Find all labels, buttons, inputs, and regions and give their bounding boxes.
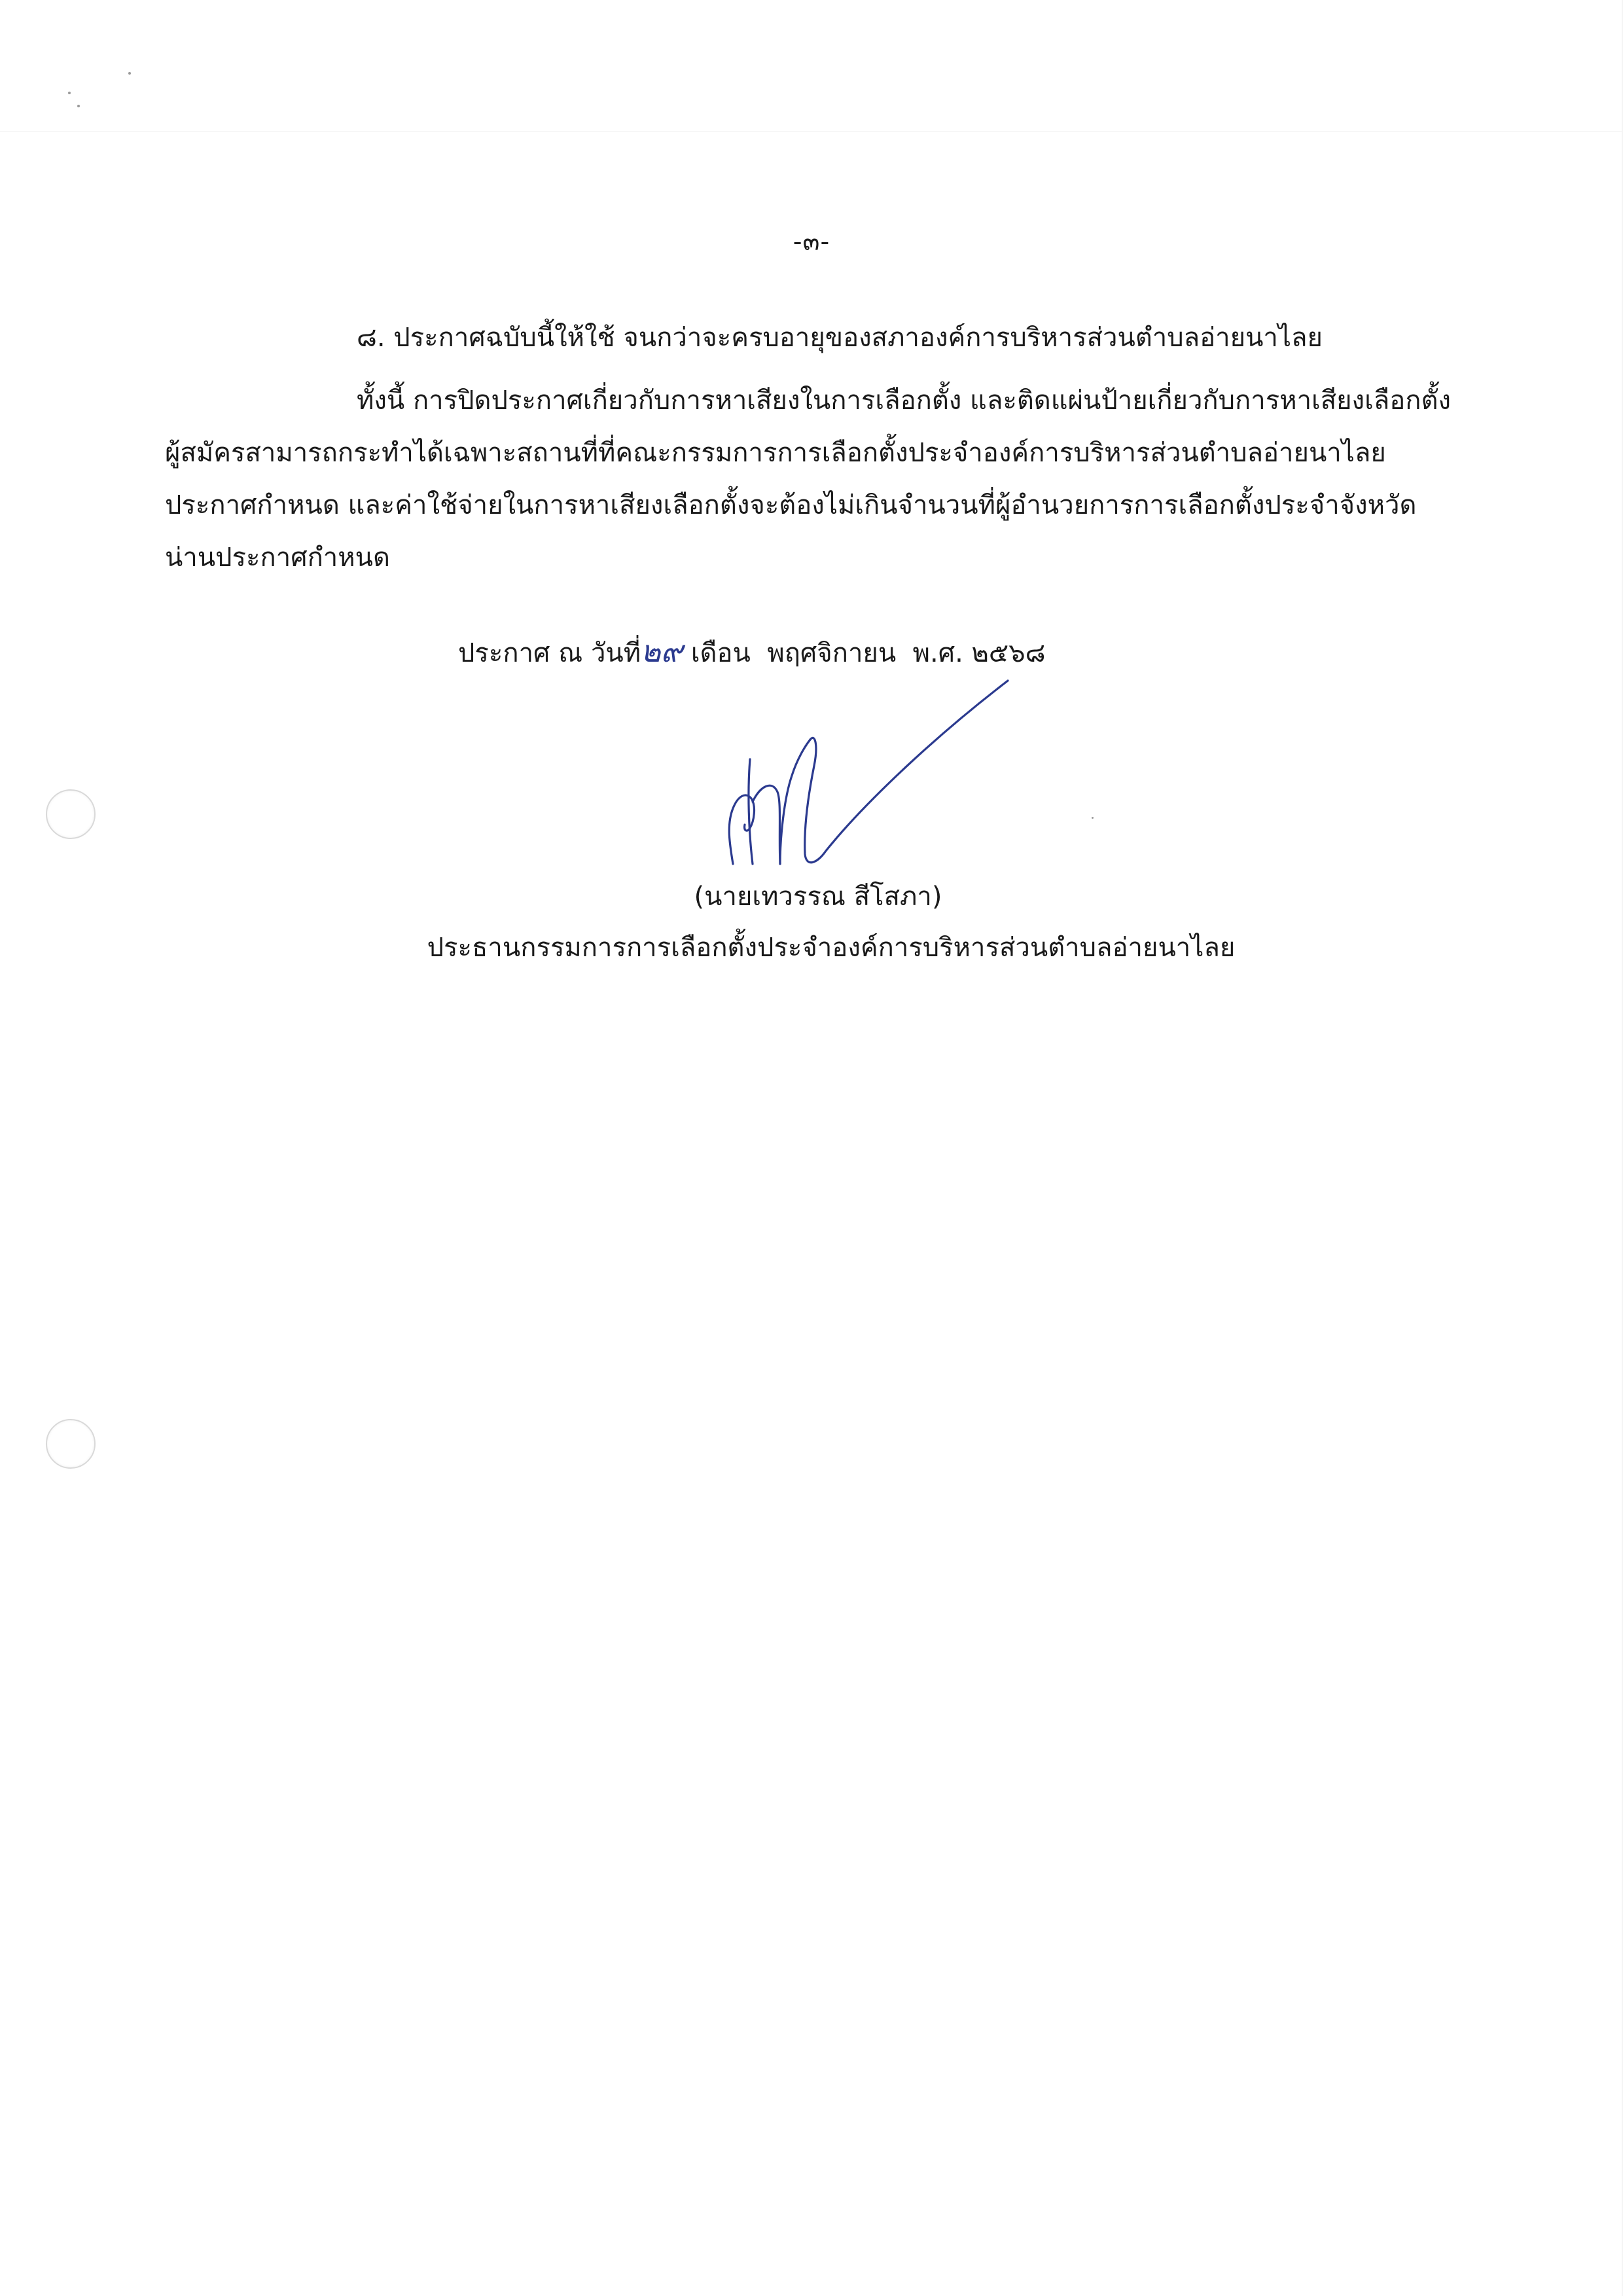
signer-name: (นายเทวรรณ สีโสภา) xyxy=(694,882,942,912)
scan-speck xyxy=(68,92,71,94)
date-month-label: เดือน xyxy=(690,638,751,668)
note-line-2: ผู้สมัครสามารถกระทำได้เฉพาะสถานที่ที่คณะกรรมการการเลือกตั้งประจำองค์การบริหารส่วนตำบลอ่ายนาไลย xyxy=(165,438,1386,468)
scan-speck xyxy=(1092,817,1094,819)
punch-hole xyxy=(46,789,96,839)
note-line-3: ประกาศกำหนด และค่าใช้จ่ายในการหาเสียงเลือกตั้งจะต้องไม่เกินจำนวนที่ผู้อำนวยการการเลือกตั้งประจำจังหวัด xyxy=(165,490,1417,520)
date-year: ๒๕๖๘ xyxy=(971,638,1046,668)
date-day: ๒๙ xyxy=(641,634,683,669)
page-number: -๓- xyxy=(793,227,830,256)
signer-title: ประธานกรรมการการเลือกตั้งประจำองค์การบริหารส่วนตำบลอ่ายนาไลย xyxy=(427,933,1236,963)
date-month: พฤศจิกายน xyxy=(767,638,897,668)
signature-image xyxy=(707,668,1047,884)
date-prefix: ประกาศ ณ วันที่ xyxy=(458,638,641,668)
scan-speck xyxy=(77,105,80,107)
punch-hole xyxy=(46,1419,96,1469)
note-line-4: น่านประกาศกำหนด xyxy=(165,543,390,573)
clause-8: ๘. ประกาศฉบับนี้ให้ใช้ จนกว่าจะครบอายุของสภาองค์การบริหารส่วนตำบลอ่ายนาไลย xyxy=(357,323,1323,353)
date-era: พ.ศ. xyxy=(912,638,963,668)
scan-speck xyxy=(128,72,131,75)
note-line-1: ทั้งนี้ การปิดประกาศเกี่ยวกับการหาเสียงในการเลือกตั้ง และติดแผ่นป้ายเกี่ยวกับการหาเสียงเลือกตั้ง xyxy=(357,386,1452,416)
scan-artifact-line xyxy=(0,131,1623,132)
